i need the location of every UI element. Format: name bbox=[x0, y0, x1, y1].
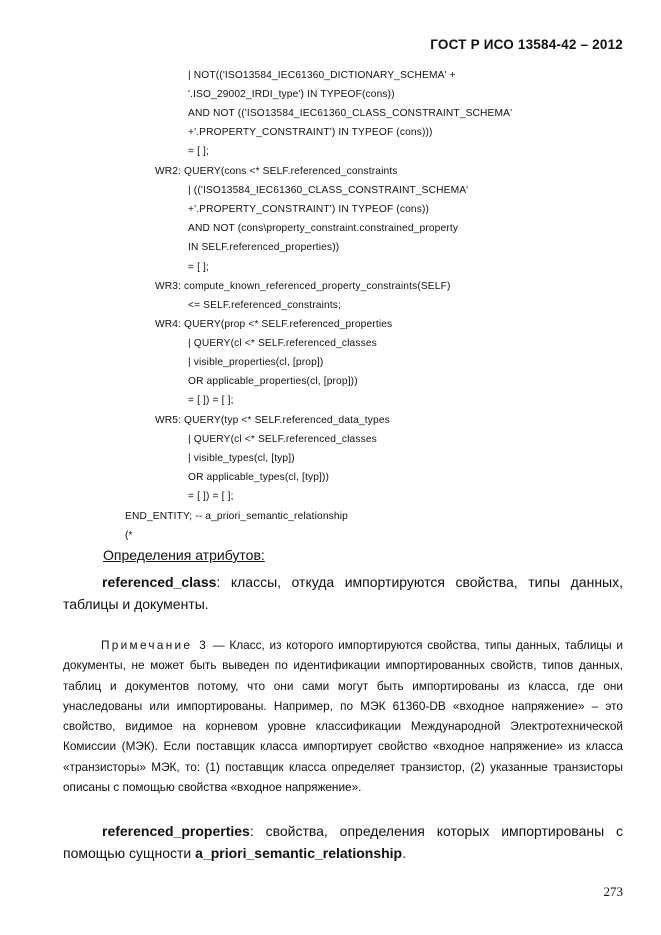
attribute-referenced-properties bbox=[63, 821, 623, 864]
code-line: = [ ]) = [ ]; bbox=[188, 491, 234, 502]
entity-name: a_priori_semantic_relationship bbox=[195, 844, 403, 861]
attribute-term: referenced_properties bbox=[102, 823, 250, 839]
attribute-description: : классы, откуда импортируются свойства, типы данных, таблицы и документы. bbox=[63, 574, 623, 612]
code-line: IN SELF.referenced_properties)) bbox=[188, 242, 340, 253]
sentence-end: . bbox=[402, 844, 406, 861]
standard-header: ГОСТ Р ИСО 13584-42 – 2012 bbox=[430, 37, 623, 52]
code-line: = [ ]; bbox=[188, 146, 210, 157]
attributes-heading: Определения атрибутов: bbox=[103, 547, 265, 563]
code-line: +'.PROPERTY_CONSTRAINT') IN TYPEOF (cons)) bbox=[188, 204, 430, 215]
code-line: = [ ]) = [ ]; bbox=[188, 395, 234, 406]
code-line: WR5: QUERY(typ <* SELF.referenced_data_types bbox=[155, 415, 390, 426]
page-number: 273 bbox=[603, 884, 623, 899]
code-line: (* bbox=[125, 530, 133, 541]
code-line: OR applicable_properties(cl, [prop])) bbox=[188, 376, 358, 387]
code-line: OR applicable_types(cl, [typ])) bbox=[188, 472, 330, 483]
code-line: | QUERY(cl <* SELF.referenced_classes bbox=[188, 434, 377, 445]
note-label: Примечание 3 bbox=[101, 638, 209, 652]
code-line: WR4: QUERY(prop <* SELF.referenced_properties bbox=[155, 319, 393, 330]
code-line: AND NOT (('ISO13584_IEC61360_CLASS_CONSTRAINT_SCHEMA' bbox=[188, 108, 513, 119]
code-line: | visible_types(cl, [typ]) bbox=[188, 453, 295, 464]
code-line: <= SELF.referenced_constraints; bbox=[188, 300, 342, 311]
code-line: END_ENTITY; -- a_priori_semantic_relationship bbox=[125, 511, 348, 522]
note-text: — Класс, из которого импортируются свойства, типы данных, таблицы и документы, не может быть выведен по идентификации импортированных свойств, типов данных, таблиц и документов потому, что они сами могут быть импортированы из класса, где они унаследованы или импортированы. Например, по МЭК 61360-DB «входное напряжение» – это свойство, видимое на корневом уровне классификации Международной Электротехнической Комиссии (МЭК). Если поставщик класса импортирует свойство «входное напряжение» из класса «транзисторы» МЭК, то: (1) поставщик класса определяет транзистор, (2) указанные транзисторы описаны с помощью свойства «входное напряжение». bbox=[63, 638, 623, 795]
code-line: WR2: QUERY(cons <* SELF.referenced_constraints bbox=[155, 166, 398, 177]
attribute-term: referenced_class bbox=[102, 574, 217, 590]
code-line: = [ ]; bbox=[188, 262, 210, 273]
code-line: AND NOT (cons\property_constraint.constrained_property bbox=[188, 223, 459, 234]
code-line: | QUERY(cl <* SELF.referenced_classes bbox=[188, 338, 377, 349]
code-line: | visible_properties(cl, [prop]) bbox=[188, 357, 324, 368]
code-line: WR3: compute_known_referenced_property_constraints(SELF) bbox=[155, 281, 451, 292]
note-3 bbox=[63, 635, 623, 797]
code-line: '.ISO_29002_IRDI_type') IN TYPEOF(cons)) bbox=[188, 89, 395, 100]
code-line: | (('ISO13584_IEC61360_CLASS_CONSTRAINT_SCHEMA' bbox=[188, 185, 469, 196]
attribute-referenced-class bbox=[63, 572, 623, 615]
code-line: | NOT(('ISO13584_IEC61360_DICTIONARY_SCHEMA' + bbox=[188, 70, 456, 81]
code-line: +'.PROPERTY_CONSTRAINT') IN TYPEOF (cons))) bbox=[188, 127, 433, 138]
attribute-description: : свойства, определения которых импортированы с помощью сущности bbox=[63, 823, 623, 861]
